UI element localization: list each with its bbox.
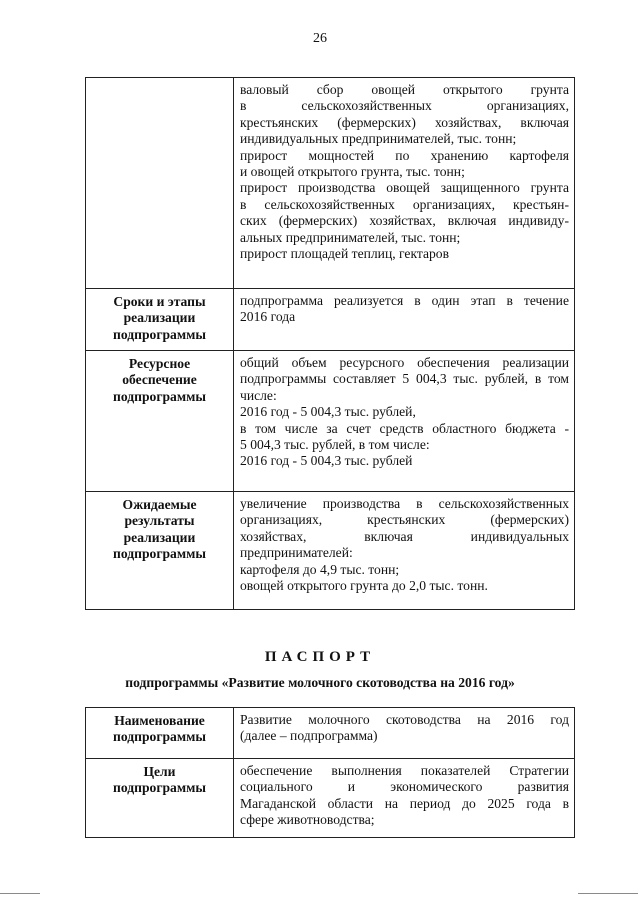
content-line: в сельскохозяйственных организациях, крестьян- <box>240 196 569 212</box>
content-line: социального и экономического развития <box>240 779 569 795</box>
content-line: 2016 год - 5 004,3 тыс. рублей <box>240 453 413 469</box>
label-line: подпрограммы <box>113 729 206 745</box>
content-line: общий объем ресурсного обеспечения реализации <box>240 355 569 370</box>
content-line: обеспечение выполнения показателей Стратегии <box>240 763 569 778</box>
table-row <box>86 351 575 492</box>
label-line: обеспечение <box>122 372 197 388</box>
content-line: овощей открытого грунта до 2,0 тыс. тонн. <box>240 578 488 594</box>
label-line: реализации <box>123 529 196 545</box>
table-row <box>86 78 575 289</box>
dairy-subprogram-passport-table <box>85 707 575 838</box>
content-line: предпринимателей: <box>240 545 353 561</box>
content-line: хозяйствах, включая индивидуальных <box>240 528 569 544</box>
content-line: (далее – подпрограмма) <box>240 728 378 744</box>
scan-edge-mark <box>578 893 638 894</box>
label-line: Ресурсное <box>128 356 191 371</box>
label-line: подпрограммы <box>113 388 206 404</box>
label-line: Ожидаемые <box>122 497 197 512</box>
content-line: организациях, крестьянских (фермерских) <box>240 512 569 528</box>
scan-edge-mark <box>0 893 40 894</box>
page-number: 26 <box>313 31 327 46</box>
content-line: 2016 год - 5 004,3 тыс. рублей, <box>240 404 416 420</box>
content-line: сфере животноводства; <box>240 812 375 828</box>
content-line: числе: <box>240 387 277 403</box>
content-line: ских (фермерских) хозяйствах, включая индивиду- <box>240 213 569 229</box>
row-content-goals <box>234 759 575 838</box>
row-label <box>86 78 234 289</box>
row-label-expected-results <box>86 492 234 610</box>
row-label-name <box>86 708 234 759</box>
row-label-goals <box>86 759 234 838</box>
content-line: валовый сбор овощей открытого грунта <box>240 82 569 97</box>
passport-subtitle: подпрограммы «Развитие молочного скотоводства на 2016 год» <box>125 675 515 690</box>
content-line: Развитие молочного скотоводства на 2016 год <box>240 712 569 727</box>
row-label-timing <box>86 289 234 351</box>
row-content-indicators <box>234 78 575 289</box>
table-row <box>86 708 575 759</box>
content-line: крестьянских (фермерских) хозяйствах, включая <box>240 114 569 130</box>
row-label-resources <box>86 351 234 492</box>
content-line: прирост мощностей по хранению картофеля <box>240 147 569 163</box>
content-line: Магаданской области на период до 2025 года в <box>240 795 569 811</box>
content-line: альных предпринимателей, тыс. тонн; <box>240 229 461 245</box>
table-row <box>86 492 575 610</box>
content-line: подпрограммы составляет 5 004,3 тыс. рублей, в том <box>240 371 569 387</box>
label-line: подпрограммы <box>113 546 206 562</box>
content-line: 5 004,3 тыс. рублей, в том числе: <box>240 437 430 453</box>
content-line: в том числе за счет средств областного бюджета - <box>240 420 569 436</box>
passport-title: ПАСПОРТ <box>264 649 376 665</box>
label-line: подпрограммы <box>113 326 206 342</box>
content-line: и овощей открытого грунта, тыс. тонн; <box>240 164 465 180</box>
content-line: подпрограмма реализуется в один этап в течение <box>240 293 569 308</box>
row-content-resources <box>234 351 575 492</box>
content-line: 2016 года <box>240 309 296 325</box>
content-line: в сельскохозяйственных организациях, <box>240 98 569 114</box>
table-row <box>86 289 575 351</box>
subprogram-passport-table-continued <box>85 77 575 610</box>
content-line: увеличение производства в сельскохозяйственных <box>240 496 569 511</box>
row-content-timing <box>234 289 575 351</box>
content-line: прирост производства овощей защищенного грунта <box>240 180 569 196</box>
content-line: прирост площадей теплиц, гектаров <box>240 246 450 262</box>
row-content-expected-results <box>234 492 575 610</box>
label-line: результаты <box>124 513 195 529</box>
table-row <box>86 759 575 838</box>
label-line: реализации <box>123 310 196 326</box>
content-line: картофеля до 4,9 тыс. тонн; <box>240 561 400 577</box>
label-line: Сроки и этапы <box>113 294 206 309</box>
row-content-name <box>234 708 575 759</box>
label-line: Наименование <box>114 713 205 728</box>
content-line: индивидуальных предпринимателей, тыс. тонн; <box>240 131 517 147</box>
label-line: Цели <box>143 764 176 779</box>
label-line: подпрограммы <box>113 780 206 796</box>
